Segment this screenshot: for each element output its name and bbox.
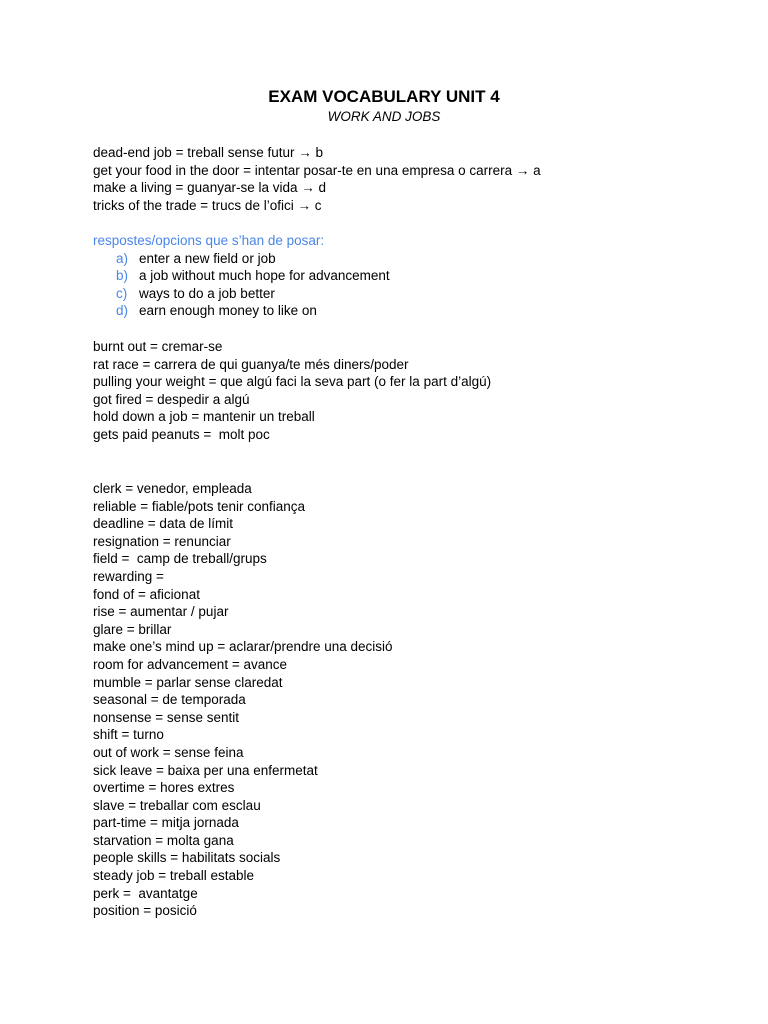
option-letter: b) [116,268,129,284]
vocab-line: room for advancement = avance [93,656,287,672]
answers-heading: respostes/opcions que s’han de posar: [93,233,325,248]
option-text: ways to do a job better [139,285,275,301]
vocab-line: nonsense = sense sentit [93,709,239,725]
vocab-line: gets paid peanuts = molt poc [93,426,270,442]
page-subtitle: WORK AND JOBS [327,109,441,124]
vocab-line: sick leave = baixa per una enfermetat [93,762,318,778]
vocab-line: make a living = guanyar-se la vida → d [93,180,326,196]
vocab-line: shift = turno [93,727,164,743]
answer-option [93,267,390,285]
vocab-line: hold down a job = mantenir un treball [93,409,315,425]
answer-option [93,285,390,303]
vocab-line: steady job = treball estable [93,868,254,884]
vocab-line: seasonal = de temporada [93,692,246,708]
vocab-line: pulling your weight = que algú faci la seva part (o fer la part d’algú) [93,374,492,390]
vocab-line: clerk = venedor, empleada [93,481,252,496]
vocab-line: rat race = carrera de qui guanya/te més diners/poder [93,356,409,372]
vocab-line: tricks of the trade = trucs de l’ofici → c [93,197,322,213]
page-title: EXAM VOCABULARY UNIT 4 [268,87,500,106]
vocab-line: out of work = sense feina [93,744,244,760]
vocab-line: starvation = molta gana [93,832,234,848]
vocab-line: glare = brillar [93,621,172,637]
vocab-line: mumble = parlar sense claredat [93,674,283,690]
vocab-line: resignation = renunciar [93,533,231,549]
vocab-line: fond of = aficionat [93,586,200,602]
vocab-line: rise = aumentar / pujar [93,604,229,620]
vocab-line: people skills = habilitats socials [93,850,281,866]
answer-option [93,250,390,268]
vocab-section-idioms [93,144,541,214]
option-text: a job without much hope for advancement [139,268,390,284]
vocab-line: rewarding = [93,568,164,584]
vocab-section-expressions [93,338,491,444]
vocab-section-words [93,480,393,920]
vocab-line: deadline = data de límit [93,516,233,532]
answer-option [93,302,390,320]
option-letter: c) [116,285,128,301]
vocab-line: part-time = mitja jornada [93,815,239,831]
vocab-line: get your food in the door = intentar posar-te en una empresa o carrera → a [93,162,541,178]
vocab-line: reliable = fiable/pots tenir confiança [93,498,306,514]
vocab-line: overtime = hores extres [93,780,235,796]
vocab-line: field = camp de treball/grups [93,551,267,567]
vocab-line: make one’s mind up = aclarar/prendre una decisió [93,639,393,655]
vocab-line: position = posició [93,903,197,919]
vocab-line: slave = treballar com esclau [93,797,261,813]
vocab-line: got fired = despedir a algú [93,391,250,407]
answers-section [93,232,390,320]
vocab-line: burnt out = cremar-se [93,339,223,354]
option-text: enter a new field or job [139,250,276,266]
option-letter: d) [116,303,129,319]
vocab-line: perk = avantatge [93,885,198,901]
option-letter: a) [116,250,129,266]
option-text: earn enough money to like on [139,303,317,319]
vocab-line: dead-end job = treball sense futur → b [93,145,324,160]
